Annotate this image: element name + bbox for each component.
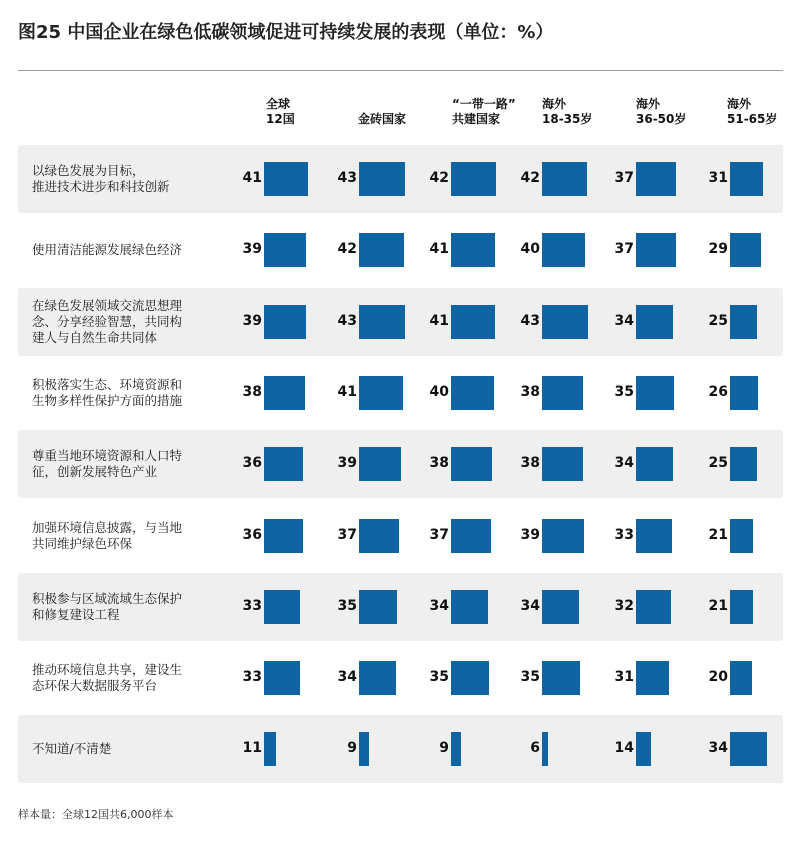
data-label: 37	[337, 526, 357, 543]
data-label: 34	[614, 312, 634, 329]
data-label: 33	[242, 597, 262, 614]
column-header: 金砖国家	[358, 112, 407, 126]
title-divider	[18, 70, 783, 71]
value-bar	[636, 661, 669, 695]
data-label: 9	[439, 740, 449, 757]
data-label: 37	[429, 526, 449, 543]
value-bar	[264, 447, 303, 481]
value-bar	[636, 162, 676, 196]
value-bar	[264, 162, 308, 196]
value-bar	[359, 233, 404, 267]
data-label: 38	[429, 455, 449, 472]
value-bar	[636, 376, 674, 410]
data-label: 20	[708, 669, 728, 686]
value-bar	[359, 732, 369, 766]
data-label: 38	[520, 455, 540, 472]
data-label: 9	[347, 740, 357, 757]
value-bar	[359, 162, 405, 196]
value-bar	[359, 519, 399, 553]
value-bar	[451, 661, 489, 695]
value-bar	[636, 233, 676, 267]
data-label: 34	[337, 669, 357, 686]
value-bar	[451, 447, 492, 481]
column-header: 海外 36-50岁	[636, 97, 687, 126]
value-bar	[451, 162, 496, 196]
data-label: 34	[429, 597, 449, 614]
value-bar	[359, 661, 396, 695]
value-bar	[451, 732, 461, 766]
data-label: 40	[429, 383, 449, 400]
column-header: 海外 51-65岁	[727, 97, 778, 126]
value-bar	[730, 447, 757, 481]
data-label: 35	[429, 669, 449, 686]
data-label: 39	[242, 241, 262, 258]
row-label: 使用清洁能源发展绿色经济	[32, 242, 183, 258]
data-label: 39	[337, 455, 357, 472]
value-bar	[264, 732, 276, 766]
value-bar	[542, 661, 580, 695]
data-label: 34	[520, 597, 540, 614]
data-label: 37	[614, 170, 634, 186]
row-label: 积极参与区域流域生态保护 和修复建设工程	[32, 590, 183, 622]
value-bar	[264, 233, 306, 267]
value-bar	[264, 661, 300, 695]
data-label: 41	[429, 312, 449, 329]
value-bar	[542, 233, 585, 267]
value-bar	[730, 590, 753, 624]
value-bar	[451, 305, 495, 339]
data-label: 37	[614, 241, 634, 258]
value-bar	[636, 590, 671, 624]
data-label: 42	[337, 241, 357, 258]
value-bar	[359, 376, 403, 410]
value-bar	[542, 162, 587, 196]
data-label: 38	[242, 383, 262, 400]
value-bar	[730, 305, 757, 339]
value-bar	[264, 305, 306, 339]
data-label: 36	[242, 455, 262, 472]
chart-title: 图25 中国企业在绿色低碳领域促进可持续发展的表现（单位：%）	[18, 22, 554, 43]
data-label: 26	[708, 383, 728, 400]
row-label: 在绿色发展领域交流思想理 念、分享经验智慧，共同构 建人与自然生命共同体	[32, 297, 183, 345]
data-label: 35	[614, 383, 634, 400]
data-label: 21	[708, 526, 728, 543]
column-header: 海外 18-35岁	[542, 97, 593, 126]
data-label: 43	[337, 312, 357, 329]
value-bar	[542, 519, 584, 553]
value-bar	[451, 233, 495, 267]
value-bar	[542, 732, 548, 766]
data-label: 43	[337, 170, 357, 186]
value-bar	[264, 376, 305, 410]
value-bar	[730, 233, 761, 267]
data-label: 42	[429, 170, 449, 186]
value-bar	[264, 519, 303, 553]
data-label: 31	[614, 669, 634, 686]
sample-size-note: 样本量：全球12国共6,000样本	[18, 808, 174, 821]
value-bar	[730, 376, 758, 410]
row-label: 加强环境信息披露，与当地 共同维护绿色环保	[32, 519, 183, 551]
value-bar	[542, 590, 579, 624]
data-label: 35	[520, 669, 540, 686]
data-label: 33	[614, 526, 634, 543]
value-bar	[359, 305, 405, 339]
value-bar	[542, 447, 583, 481]
data-label: 41	[429, 241, 449, 258]
data-label: 42	[520, 170, 540, 186]
data-label: 40	[520, 241, 540, 258]
data-label: 41	[242, 170, 262, 186]
row-label: 以绿色发展为目标， 推进技术进步和科技创新	[32, 163, 170, 194]
row-label: 尊重当地环境资源和人口特 征，创新发展特色产业	[32, 448, 183, 480]
data-label: 25	[708, 455, 728, 472]
column-header: 全球 12国	[266, 97, 295, 126]
data-label: 14	[614, 740, 634, 757]
value-bar	[636, 519, 672, 553]
data-label: 41	[337, 383, 357, 400]
data-label: 33	[242, 669, 262, 686]
value-bar	[359, 590, 397, 624]
row-label: 积极落实生态、环境资源和 生物多样性保护方面的措施	[32, 376, 183, 408]
value-bar	[451, 376, 494, 410]
data-label: 38	[520, 383, 540, 400]
data-label: 6	[530, 740, 540, 757]
data-label: 32	[614, 597, 634, 614]
value-bar	[542, 305, 588, 339]
value-bar	[730, 661, 752, 695]
data-label: 39	[242, 312, 262, 329]
data-label: 34	[614, 455, 634, 472]
value-bar	[451, 590, 488, 624]
data-label: 34	[708, 740, 728, 757]
data-label: 29	[708, 241, 728, 258]
value-bar	[359, 447, 401, 481]
data-label: 21	[708, 597, 728, 614]
column-header: “一带一路” 共建国家	[452, 97, 516, 126]
row-label: 推动环境信息共享，建设生 态环保大数据服务平台	[32, 662, 183, 694]
data-label: 25	[708, 312, 728, 329]
data-label: 11	[242, 740, 262, 757]
data-label: 36	[242, 526, 262, 543]
data-label: 43	[520, 312, 540, 329]
data-label: 35	[337, 597, 357, 614]
value-bar	[636, 732, 651, 766]
value-bar	[730, 732, 767, 766]
data-label: 39	[520, 526, 540, 543]
row-label: 不知道/不清楚	[32, 741, 112, 757]
value-bar	[730, 519, 753, 553]
data-label: 31	[708, 170, 728, 186]
value-bar	[542, 376, 583, 410]
value-bar	[264, 590, 300, 624]
value-bar	[451, 519, 491, 553]
value-bar	[636, 447, 673, 481]
value-bar	[730, 162, 763, 196]
value-bar	[636, 305, 673, 339]
